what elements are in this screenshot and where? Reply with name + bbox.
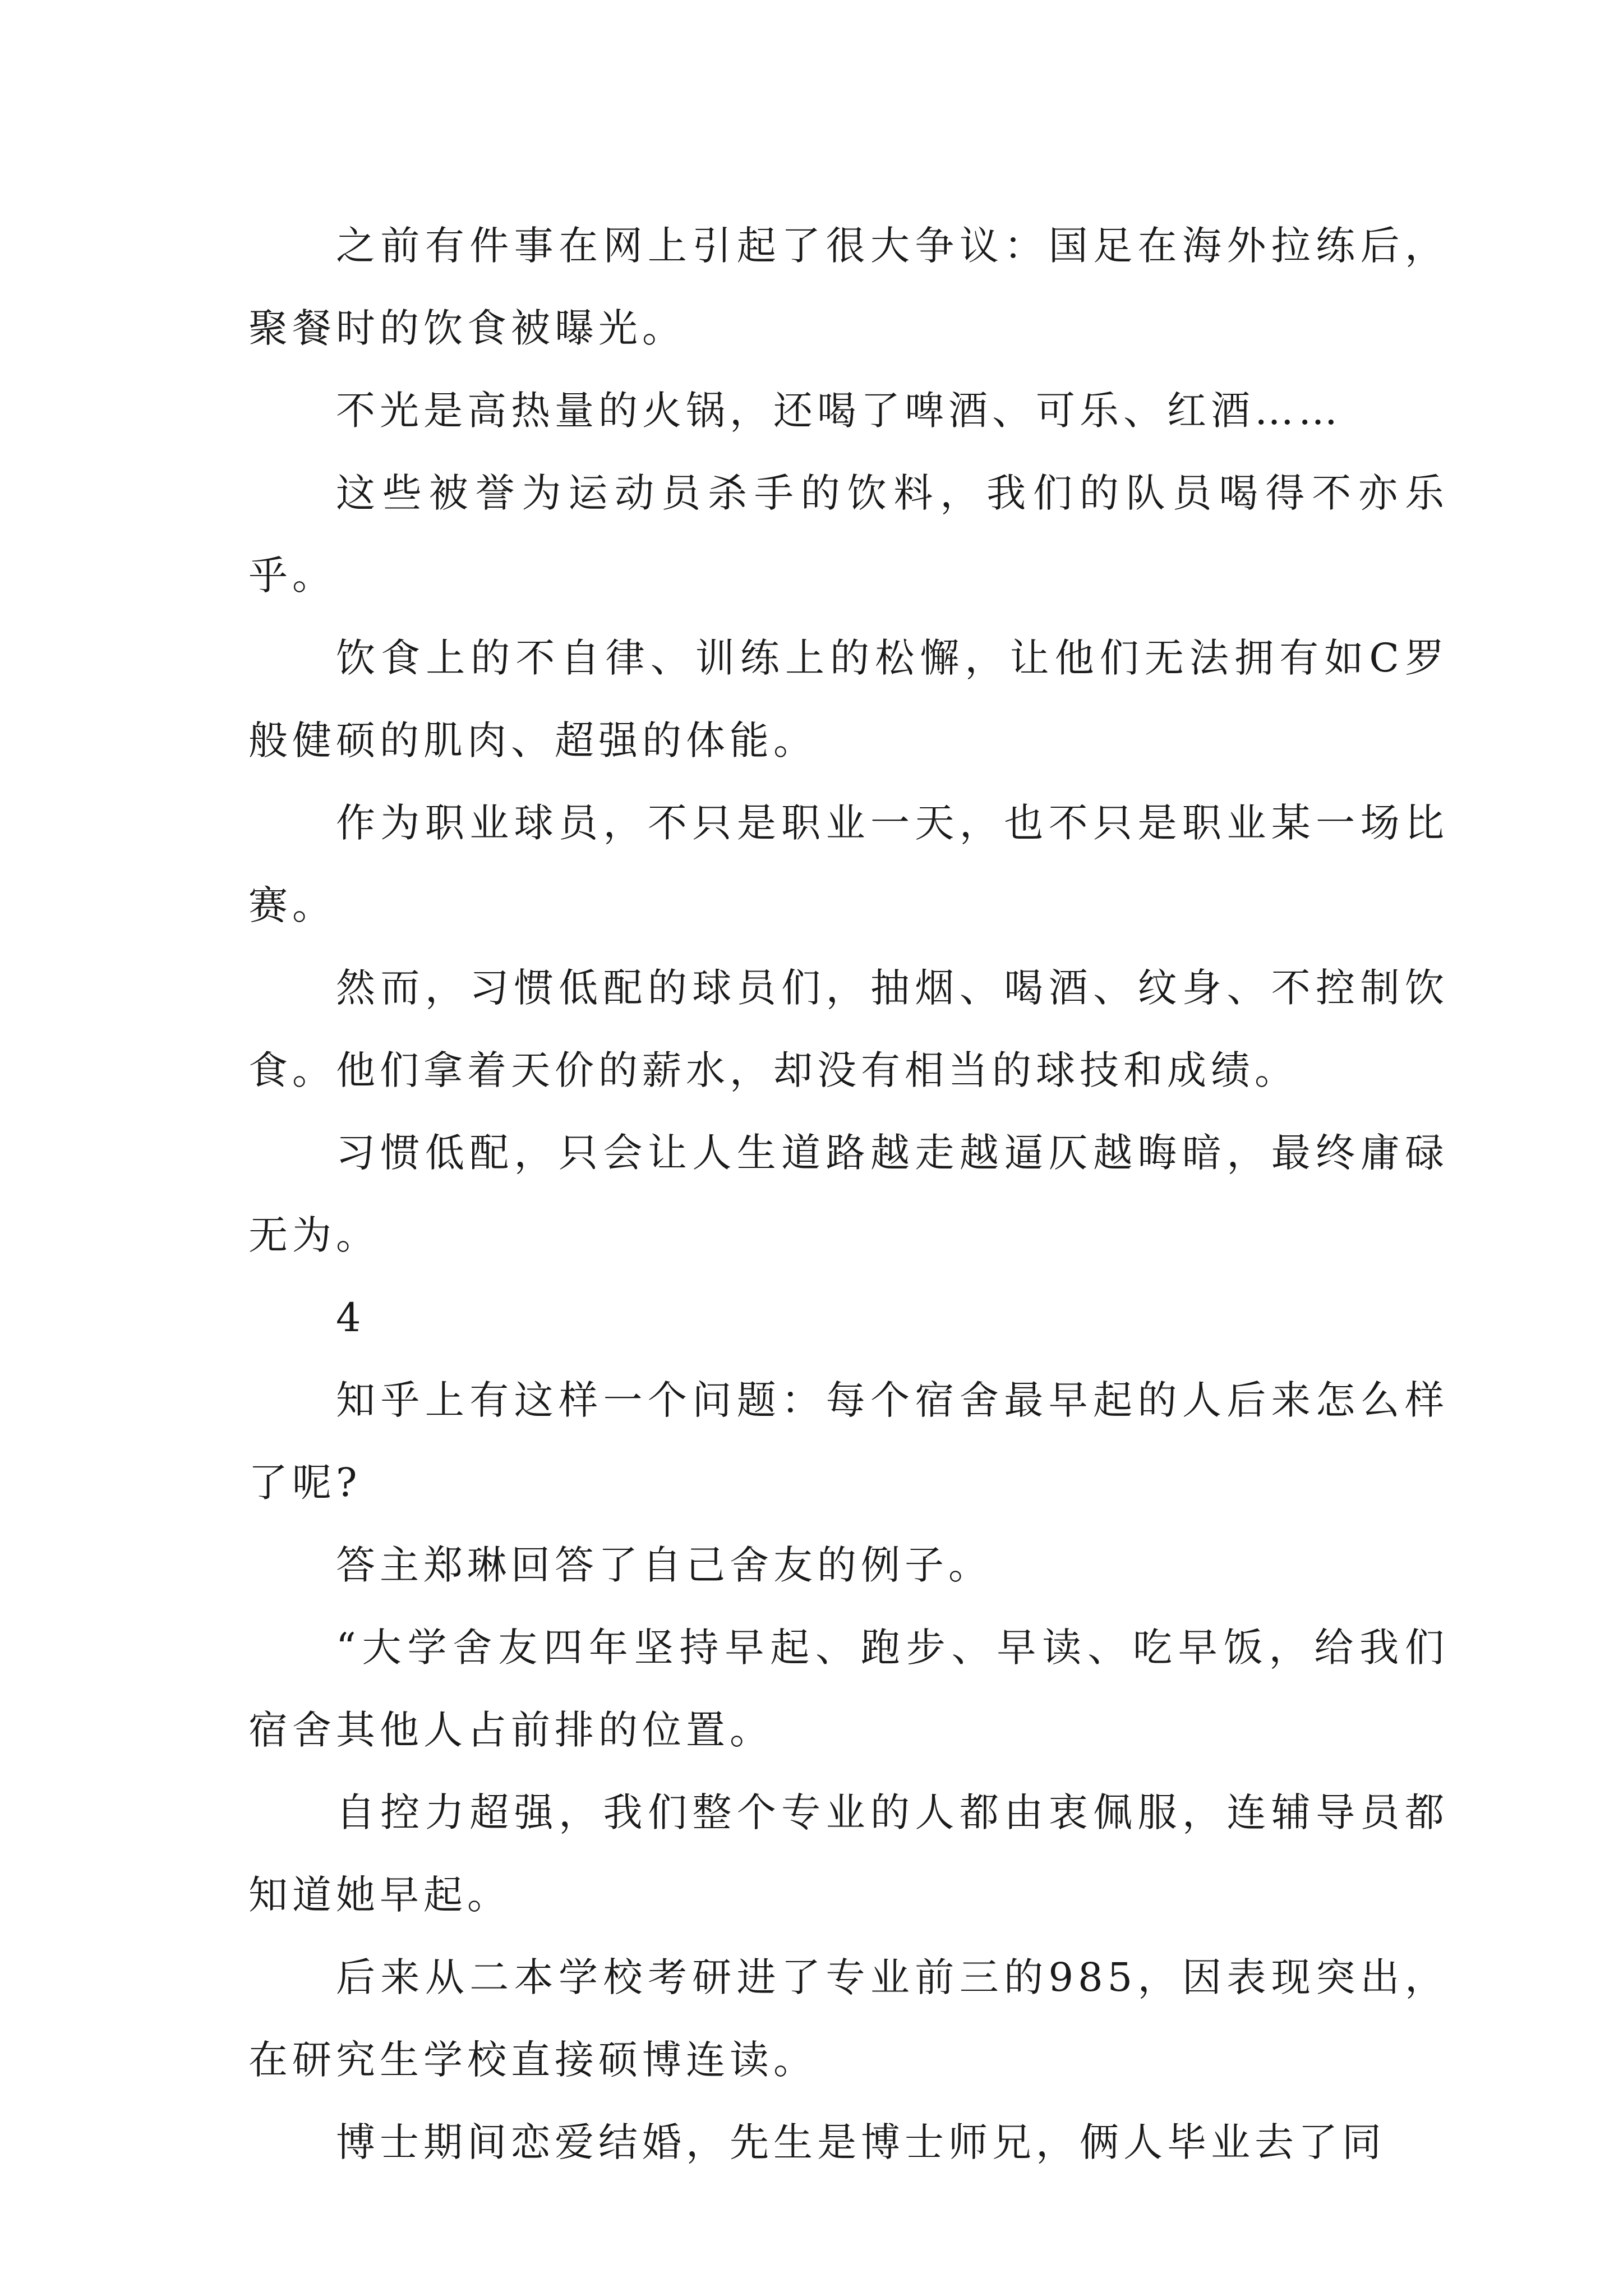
paragraph: 自控力超强，我们整个专业的人都由衷佩服，连辅导员都知道她早起。 — [248, 1789, 1449, 1918]
paragraph: “大学舍友四年坚持早起、跑步、早读、吃早饭，给我们宿舍其他人占前排的位置。 — [248, 1625, 1449, 1753]
paragraph: 不光是高热量的火锅，还喝了啤酒、可乐、红酒…… — [336, 388, 1342, 434]
paragraph: 后来从二本学校考研进了专业前三的985，因表现突出，在研究生学校直接硕博连读。 — [248, 1954, 1449, 2083]
paragraph: 博士期间恋爱结婚，先生是博士师兄，俩人毕业去了同 — [336, 2119, 1386, 2165]
paragraph: 答主郑琳回答了自己舍友的例子。 — [336, 1542, 992, 1588]
paragraph: 知乎上有这样一个问题：每个宿舍最早起的人后来怎么样了呢? — [248, 1377, 1449, 1506]
section-number: 4 — [336, 1295, 366, 1341]
paragraph: 这些被誉为运动员杀手的饮料，我们的队员喝得不亦乐乎。 — [248, 470, 1449, 599]
document-body — [248, 205, 1449, 2184]
paragraph: 然而，习惯低配的球员们，抽烟、喝酒、纹身、不控制饮食。他们拿着天价的薪水，却没有相当的球技和成绩。 — [248, 965, 1449, 1093]
paragraph: 作为职业球员，不只是职业一天，也不只是职业某一场比赛。 — [248, 800, 1449, 928]
paragraph: 之前有件事在网上引起了很大争议：国足在海外拉练后，聚餐时的饮食被曝光。 — [248, 223, 1449, 351]
paragraph: 饮食上的不自律、训练上的松懈，让他们无法拥有如C罗般健硕的肌肉、超强的体能。 — [248, 635, 1449, 763]
paragraph: 习惯低配，只会让人生道路越走越逼仄越晦暗，最终庸碌无为。 — [248, 1130, 1449, 1258]
